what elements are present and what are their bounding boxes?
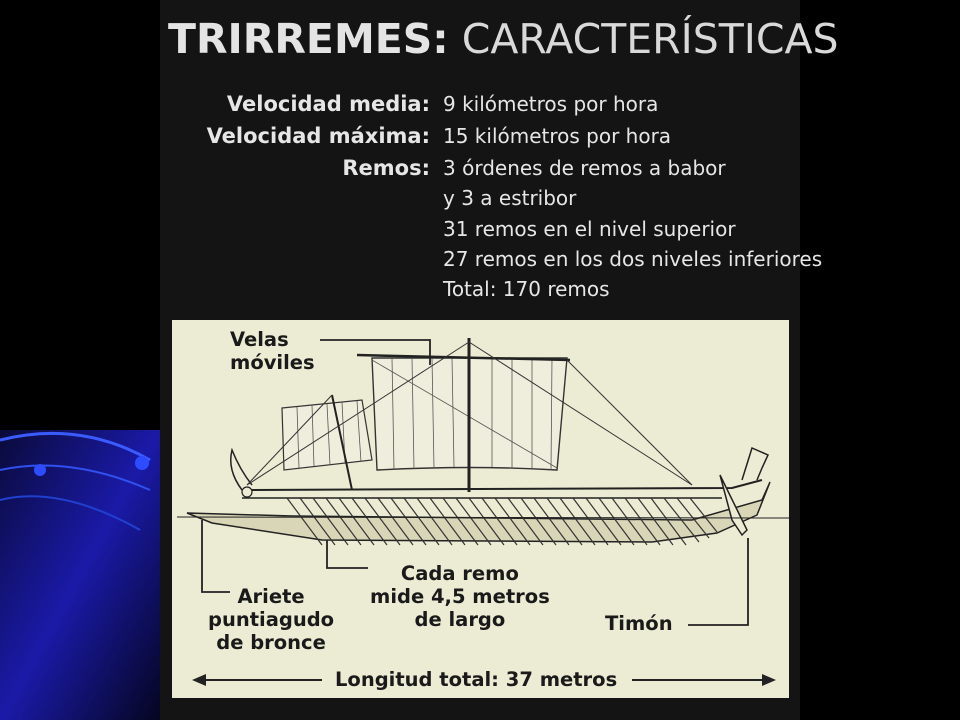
label-velas-line1: Velas [230,328,289,351]
hull-shape [187,482,770,542]
label-cada-remo [370,562,550,631]
label-remo-line1: Cada remo [400,562,519,585]
spec-label-remos: Remos: [342,156,430,180]
length-arrowhead-right [762,674,776,686]
label-ariete-line1: Ariete [237,585,305,608]
label-ariete-line3: de bronce [216,631,326,654]
label-timon: Timón [605,612,673,635]
spec-value-remos-4: 27 remos en los dos niveles inferiores [443,247,823,271]
deck-line [242,480,762,490]
label-velas [230,328,315,374]
title-bold: TRIRREMES: [168,15,449,63]
spec-label-velocidad-media: Velocidad media: [226,92,430,116]
spec-value-remos-2: y 3 a estribor [443,186,577,210]
title-light: CARACTERÍSTICAS [461,15,839,63]
spec-value-remos-total: Total: 170 remos [443,277,610,301]
stern-eye [242,487,252,497]
label-remo-line2: mide 4,5 metros [370,585,550,608]
label-remo-line3: de largo [414,608,506,631]
spec-value-velocidad-media: 9 kilómetros por hora [443,92,659,116]
spec-label-velocidad-maxima: Velocidad máxima: [206,124,430,148]
label-ariete [208,585,334,654]
length-arrowhead-left [192,674,206,686]
label-ariete-line2: puntiagudo [208,608,335,631]
label-longitud-total: Longitud total: 37 metros [335,668,618,691]
bow-ornament [742,448,768,480]
spec-value-remos-3: 31 remos en el nivel superior [443,217,736,241]
spec-value-velocidad-maxima: 15 kilómetros por hora [443,124,672,148]
trireme-diagram [172,320,789,698]
spec-value-remos-1: 3 órdenes de remos a babor [443,156,726,180]
page-title [168,14,839,64]
label-velas-line2: móviles [230,351,315,374]
